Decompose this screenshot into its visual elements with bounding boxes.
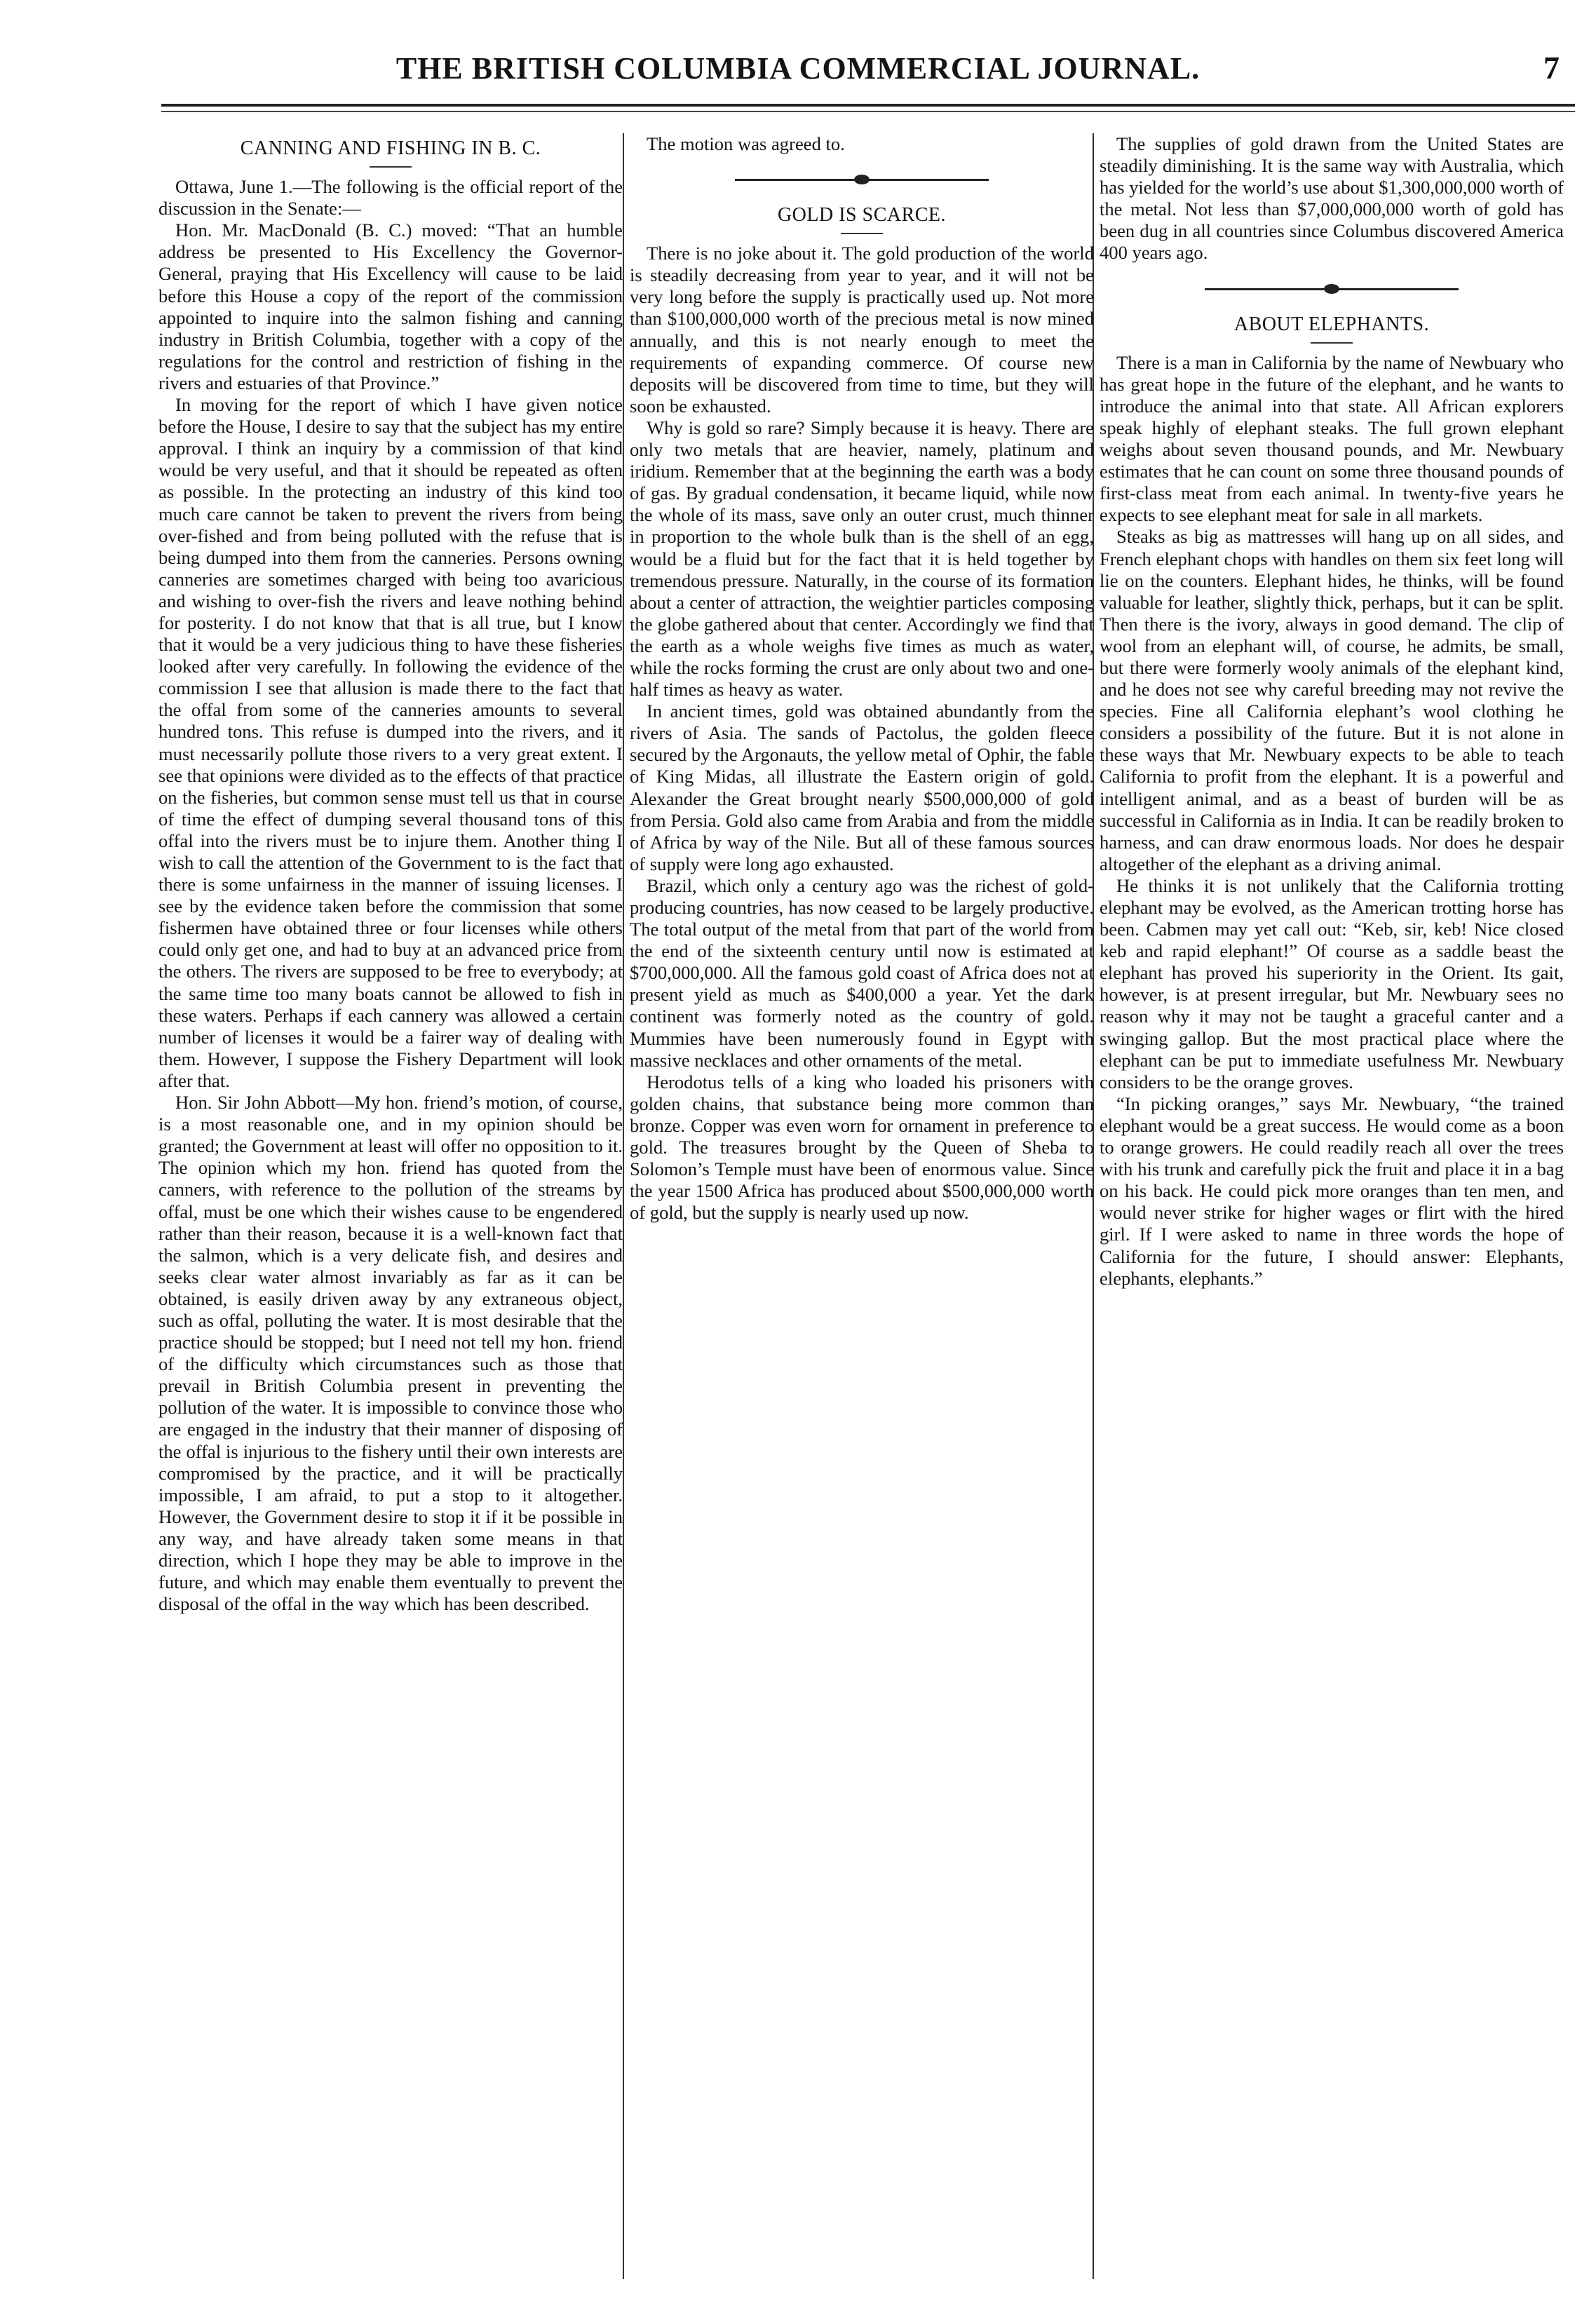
article-title-gold: GOLD IS SCARCE. — [777, 204, 947, 226]
masthead — [0, 50, 1596, 93]
elephants-paragraph: He thinks it is not unlikely that the California trotting elephant may be evolved, as the American trotting horse has been. Cabmen may yet call out: “Keb, sir, keb! Nice closed keb and rapid elephant!” Of course as a saddle beast the elephant has proved his superiority in the Orient. Its gait, however, is at present irregular, but Mr. Newbuary sees no reason why it may not be taught a graceful canter and a swinging gallop. But the most practical place where the elephant can be put to immediate usefulness Mr. Newbuary considers to be the orange groves. — [1100, 874, 1564, 1092]
column-1 — [158, 133, 623, 2279]
gold-paragraph: There is no joke about it. The gold production of the world is steadily decreasing from year to year, and it will not be very long before the supply is practically used up. Not more than $100,000,000 worth of the precious metal is now mined annually, and this is not nearly enough to meet the requirements of expanding commerce. Of course new deposits will be discovered from time to time, but they will soon be exhausted. — [630, 243, 1094, 417]
canning-paragraph: Hon. Mr. MacDonald (B. C.) moved: “That an humble address be presented to His Excellency the Governor-General, praying that His Excellency will cause to be laid before this House a copy of the report of the commission appointed to inquire into the salmon fishing and canning industry in British Columbia, together with a copy of the regulations for the control and restriction of fishing in the rivers and estuaries of that Province.” — [158, 219, 623, 393]
canning-paragraph: In moving for the report of which I have given notice before the House, I desire to say that the subject has my entire approval. I think an inquiry by a commission of that kind would be very useful, and that it should be repeated as often as possible. In the protecting an industry of this kind too much care cannot be taken to prevent the rivers from being over-fished and from being polluted with the refuse that is being dumped into them from the canneries. Persons owning canneries are sometimes charged with being too avaricious and wishing to over-fish the rivers and leave nothing behind for posterity. I do not know that that is all true, but I know that it would be a very judicious thing to have these fisheries looked after very carefully. In following the evidence of the commission I see that allusion is made there to the fact that the offal from some of the canneries amounts to several hundred tons. This refuse is dumped into the rivers, and it must necessarily pollute those rivers to a very great extent. I see that opinions were divided as to the effects of that practice on the fisheries, but common sense must tell us that in course of time the effect of dumping several thousand tons of this offal into the rivers must be to injure them. Another thing I wish to call the attention of the Government to is the fact that there is some unfairness in the manner of issuing licenses. I see by the evidence taken before the commission that some fishermen have obtained three or four licenses while others could only get one, and had to buy at an advanced price from the others. The rivers are supposed to be free to everybody; at the same time too many boats cannot be allowed to fish in these waters. Perhaps if each cannery was allowed a certain number of licenses it would be a fairer way of dealing with them. However, I suppose the Fishery Department will look after that. — [158, 394, 623, 1091]
title-dash — [370, 166, 412, 168]
column-3 — [1100, 133, 1564, 2279]
title-dash — [841, 233, 883, 234]
header-rule — [161, 104, 1575, 107]
canning-paragraph: The motion was agreed to. — [647, 133, 845, 154]
elephants-paragraph: There is a man in California by the name of Newbuary who has great hope in the future of the elephant, and he wants to introduce the animal into that state. All African explorers speak highly of elephant steaks. The full grown elephant weighs about seven thousand pounds, and Mr. Newbuary estimates that he can count on some three thousand pounds of first-class meat from each animal. In twenty-five years he expects to see elephant meat for sale in all markets. — [1100, 351, 1564, 526]
elephants-paragraph: “In picking oranges,” says Mr. Newbuary, “the trained elephant would be a great success. He would come as a boon to orange growers. He could readily reach all over the trees with his trunk and carefully pick the fruit and place it in a bag on his back. He could pick more oranges than ten men, and would never strike for higher wages or flirt with the hired girl. If I were asked to name in three words the hope of California for the future, I should answer: Elephants, elephants, elephants.” — [1100, 1092, 1564, 1289]
column-divider — [623, 133, 624, 2279]
article-title-elephants: ABOUT ELEPHANTS. — [1233, 313, 1430, 335]
column-2 — [630, 133, 1094, 2279]
page-number: 7 — [1543, 50, 1560, 86]
canning-paragraph: Ottawa, June 1.—The following is the official report of the discussion in the Senate:— — [158, 176, 623, 219]
article-separator — [1100, 277, 1564, 301]
header-rule-thin — [161, 111, 1575, 112]
gold-paragraph: Why is gold so rare? Simply because it is heavy. There are only two metals that are heavier, namely, platinum and iridium. Remember that at the beginning the earth was a body of gas. By gradual condensation, it became liquid, while now the whole of its mass, save only an outer crust, much thinner in proportion to the whole bulk than is the shell of an egg, would be a fluid but for the fact that it is held together by tremendous pressure. Naturally, in the course of its formation about a center of attraction, the weightier particles composing the globe gathered about that center. Accordingly we find that the earth as a whole weighs five times as much as water, while the rocks forming the crust are only about two and one-half times as heavy as water. — [630, 417, 1094, 701]
journal-title: THE BRITISH COLUMBIA COMMERCIAL JOURNAL. — [395, 51, 1201, 86]
gold-paragraph: Herodotus tells of a king who loaded his prisoners with golden chains, that substance being more common than bronze. Copper was even worn for ornament in preference to gold. The treasures brought by the Queen of Sheba to Solomon’s Temple must have been of enormous value. Since the year 1500 Africa has produced about $500,000,000 worth of gold, but the supply is nearly used up now. — [630, 1071, 1094, 1224]
gold-paragraph: Brazil, which only a century ago was the richest of gold-producing countries, has now ceased to be largely productive. The total output of the metal from that part of the world from the end of the sixteenth century until now is estimated at $700,000,000. All the famous gold coast of Africa does not at present yield as much as $400,000 a year. Yet the dark continent was formerly noted as the country of gold. Mummies have been numerously found in Egypt with massive necklaces and other ornaments of the metal. — [630, 874, 1094, 1071]
elephants-paragraph: Steaks as big as mattresses will hang up on all sides, and French elephant chops with handles on them six feet long will lie on the counters. Elephant hides, he thinks, will be found valuable for leather, slightly thick, perhaps, but it can be split. Then there is the ivory, always in good demand. The clip of wool from an elephant will, of course, he admits, be small, but there were formerly wooly animals of the elephant kind, and he does not see why careful breeding may not revive the species. Fine all California elephant’s wool clothing he considers a possibility of the future. But it is not alone in these ways that Mr. Newbuary expects to be able to teach California to profit from the elephant. It is a powerful and intelligent animal, and as a beast of burden will be as successful in California as in India. It can be readily broken to harness, and can draw enormous loads. Nor does he despair altogether of the elephant as a driving animal. — [1100, 526, 1564, 874]
gold-paragraph: The supplies of gold drawn from the United States are steadily diminishing. It is the same way with Australia, which has yielded for the world’s use about $1,300,000,000 worth of the metal. Not less than $7,000,000,000 worth of gold has been dug in all countries since Columbus discovered America 400 years ago. — [1100, 133, 1564, 264]
article-separator — [630, 168, 1094, 191]
canning-paragraph: Hon. Sir John Abbott—My hon. friend’s motion, of course, is a most reasonable one, and in my opinion should be granted; the Government at least will offer no opposition to it. The opinion which my hon. friend has quoted from the canners, with reference to the pollution of the streams by offal, must be one which their wishes cause to be engendered rather than their reason, because it is a well-known fact that the salmon, which is a very delicate fish, and desires and seeks clear water almost invariably as far as it can be obtained, is easily driven away by any extraneous object, such as offal, polluting the water. It is most desirable that the practice should be stopped; but I need not tell my hon. friend of the difficulty which circumstances such as those that prevail in British Columbia present in preventing the pollution of the water. It is impossible to convince those who are engaged in the industry that their manner of disposing of the offal is injurious to the fishery until their own interests are compromised by the practice, and it will be practically impossible, I am afraid, to put a stop to it altogether. However, the Government desire to stop it if it be possible in any way, and have already taken some means in that direction, which I hope they may be able to improve in the future, and which may enable them eventually to prevent the disposal of the offal in the way which has been described. — [158, 1092, 623, 1615]
article-title-canning: CANNING AND FISHING IN B. C. — [240, 137, 541, 159]
gold-paragraph: In ancient times, gold was obtained abundantly from the rivers of Asia. The sands of Pactolus, the golden fleece secured by the Argonauts, the yellow metal of Ophir, the fable of King Midas, all illustrate the Eastern origin of gold. Alexander the Great brought nearly $500,000,000 of gold from Persia. Gold also came from Arabia and from the middle of Africa by way of the Nile. But all of these famous sources of supply were long ago exhausted. — [630, 701, 1094, 874]
title-dash — [1311, 342, 1353, 344]
